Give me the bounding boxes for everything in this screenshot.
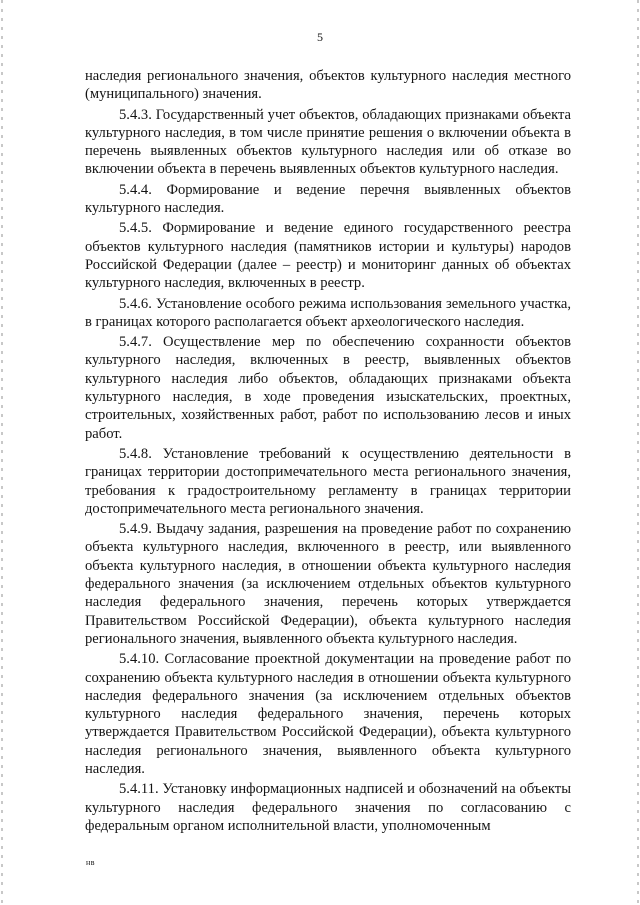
paragraph-5-4-8: 5.4.8. Установление требований к осуществлению деятельности в границах территории достопримечательного места регионального значения, требования к градостроительному регламенту в границах территории достопримечательного места регионального значения.	[85, 445, 571, 517]
paragraph-5-4-4: 5.4.4. Формирование и ведение перечня выявленных объектов культурного наследия.	[85, 181, 571, 217]
footer-mark: нв	[86, 858, 96, 867]
paragraph-continuation: наследия регионального значения, объектов культурного наследия местного (муниципального) значения.	[85, 68, 571, 103]
page-number: 5	[317, 30, 323, 44]
paragraph-5-4-10: 5.4.10. Согласование проектной документации на проведение работ по сохранению объекта культурного наследия в отношении объекта культурного наследия федерального значения (за исключением отдельных объектов культурного наследия федерального значения, перечень которых утверждается Правительством Российской Федерации), объекта культурного наследия регионального значения, выявленного объекта культурного наследия.	[85, 651, 571, 777]
scan-edge-right	[637, 0, 639, 905]
paragraph-5-4-5: 5.4.5. Формирование и ведение единого государственного реестра объектов культурного наследия (памятников истории и культуры) народов Российской Федерации (далее – реестр) и мониторинг данных об объектах культурного наследия, включенных в реестр.	[85, 220, 571, 292]
paragraph-5-4-7: 5.4.7. Осуществление мер по обеспечению сохранности объектов культурного наследия, включенных в реестр, выявленных объектов культурного наследия либо объектов, обладающих признаками объекта культурного наследия, в ходе проведения изыскательских, проектных, строительных, хозяйственных работ, работ по использованию лесов и иных работ.	[85, 334, 571, 442]
paragraph-5-4-6: 5.4.6. Установление особого режима использования земельного участка, в границах которого располагается объект археологического наследия.	[85, 295, 571, 330]
scan-edge-left	[1, 0, 3, 905]
paragraph-5-4-9: 5.4.9. Выдачу задания, разрешения на проведение работ по сохранению объекта культурного наследия, включенного в реестр, или выявленного объекта культурного наследия, в отношении объекта культурного наследия федерального значения (за исключением отдельных объектов культурного наследия федерального значения, перечень которых утверждается Правительством Российской Федерации), объекта культурного наследия регионального значения, выявленного объекта культурного наследия.	[85, 521, 571, 647]
paragraph-5-4-11: 5.4.11. Установку информационных надписей и обозначений на объекты культурного наследия федерального значения по согласованию с федеральным органом исполнительной власти, уполномоченным	[85, 781, 571, 834]
paragraph-5-4-3: 5.4.3. Государственный учет объектов, обладающих признаками объекта культурного наследия, в том числе принятие решения о включении объекта в перечень выявленных объектов культурного наследия или об отказе во включении объекта в перечень выявленных объектов культурного наследия.	[85, 106, 571, 178]
document-body	[85, 67, 571, 837]
